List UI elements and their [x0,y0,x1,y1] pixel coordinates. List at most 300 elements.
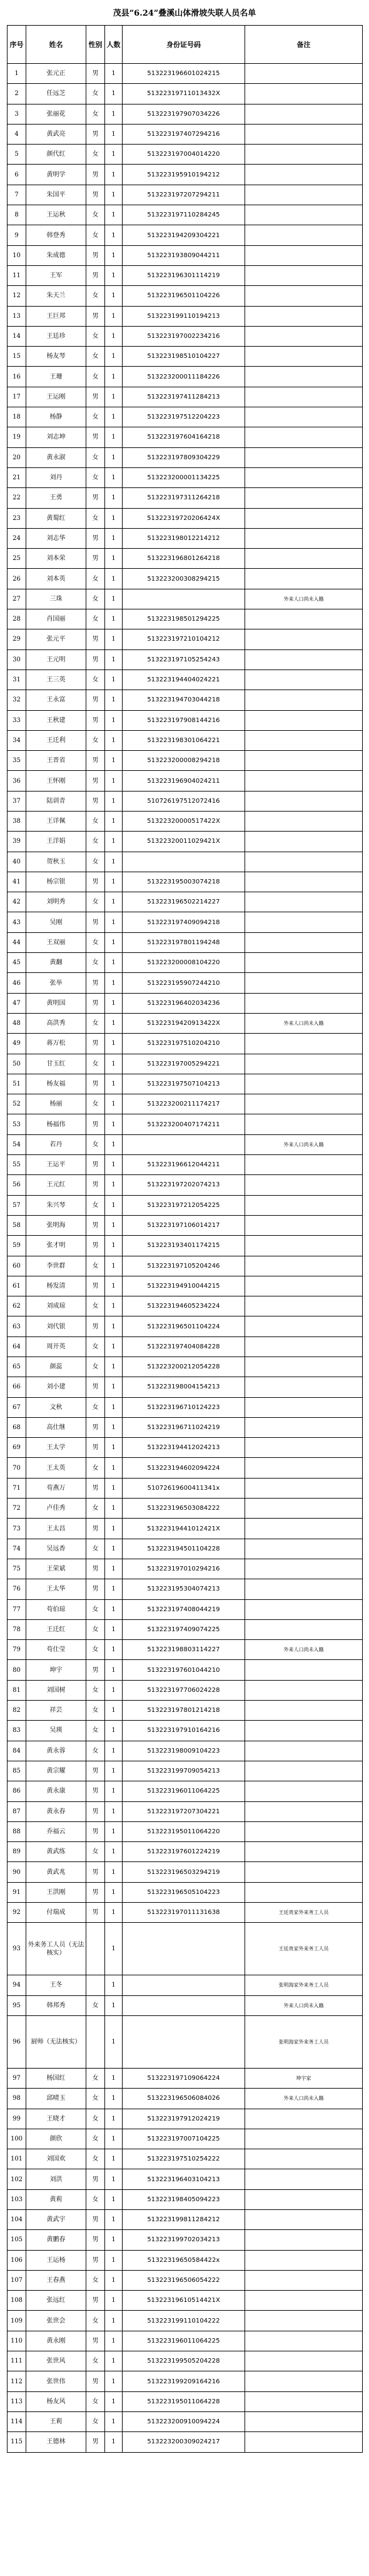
table-row [8,1761,363,1781]
row-id-number [123,1995,245,2015]
table-row [8,811,363,831]
row-seq: 38 [8,811,26,831]
row-id-number: 513223197407294216 [123,124,245,144]
row-note [245,245,363,265]
row-name: 王迁红 [26,1619,86,1639]
table-row [8,1276,363,1296]
row-sex: 男 [86,1882,105,1902]
row-id-number [123,1134,245,1154]
row-sex: 女 [86,1995,105,2015]
row-count: 1 [105,2351,123,2371]
row-note: 坤宇家 [245,2068,363,2088]
table-body [8,64,363,2453]
row-seq: 43 [8,912,26,932]
row-id-number: 513223196505104223 [123,1882,245,1902]
row-id-number: 513223196506054222 [123,2270,245,2290]
row-note: 王廷贵家外来务工人员 [245,1903,363,1923]
row-name: 吴刚 [26,912,86,932]
row-count: 1 [105,1438,123,1458]
row-name: 黄永春 [26,1801,86,1821]
table-row [8,84,363,104]
row-id-number: 513223197408044219 [123,1599,245,1619]
row-count: 1 [105,1975,123,1995]
row-sex: 男 [86,245,105,265]
table-row [8,1619,363,1639]
row-seq: 54 [8,1134,26,1154]
row-name: 三珠 [26,589,86,609]
row-sex: 女 [86,2189,105,2209]
row-count: 1 [105,286,123,306]
row-count: 1 [105,1377,123,1397]
row-note [245,2291,363,2311]
row-id-number: 513223197507104213 [123,1074,245,1094]
row-count: 1 [105,2109,123,2129]
row-name: 王运秋 [26,205,86,225]
table-row [8,1519,363,1539]
row-note [245,306,363,326]
row-count: 1 [105,771,123,791]
row-name: 若丹 [26,1134,86,1154]
row-count: 1 [105,872,123,892]
row-id-number: 513223199110194213 [123,306,245,326]
row-note [245,1195,363,1215]
row-count: 1 [105,1701,123,1721]
row-note [245,347,363,367]
row-sex: 女 [86,1701,105,1721]
row-id-number: 513223197004014220 [123,145,245,165]
table-row [8,710,363,730]
row-count: 1 [105,1680,123,1700]
row-seq: 84 [8,1741,26,1761]
row-count: 1 [105,2209,123,2229]
table-row [8,872,363,892]
row-id-number: 513223197411284213 [123,387,245,407]
table-row [8,1680,363,1700]
row-name: 刘国欢 [26,2149,86,2169]
row-id-number: 513223196011064225 [123,1781,245,1801]
row-id-number: 513223197512204223 [123,407,245,427]
row-count: 1 [105,1417,123,1437]
row-sex [86,1975,105,1995]
row-sex: 男 [86,165,105,185]
row-id-number: 513223197109064224 [123,2068,245,2088]
row-count: 1 [105,1741,123,1761]
row-count: 1 [105,1499,123,1519]
row-name: 王太英 [26,1458,86,1478]
row-id-number: 513223199209164216 [123,2371,245,2391]
table-row [8,1781,363,1801]
row-sex: 男 [86,1579,105,1599]
row-sex: 女 [86,2411,105,2431]
row-sex: 女 [86,326,105,346]
row-name: 王冬 [26,1975,86,1995]
table-row [8,1458,363,1478]
row-sex: 男 [86,549,105,569]
table-row [8,751,363,771]
row-count: 1 [105,1458,123,1478]
row-count: 1 [105,1579,123,1599]
row-id-number: 513223198009104223 [123,1741,245,1761]
row-seq: 29 [8,629,26,649]
row-id-number: 51322320000517422X [123,811,245,831]
row-note [245,1862,363,1882]
row-note [245,104,363,124]
row-note [245,2351,363,2371]
row-seq: 24 [8,528,26,548]
row-note: 外来人口尚未入籍 [245,1995,363,2015]
row-sex: 女 [86,852,105,872]
row-sex: 女 [86,2129,105,2149]
table-row [8,306,363,326]
table-row [8,2291,363,2311]
row-seq: 25 [8,549,26,569]
row-id-number: 513223199702034213 [123,2230,245,2250]
row-sex: 女 [86,367,105,387]
row-id-number: 513223196402034236 [123,993,245,1013]
row-count: 1 [105,1640,123,1660]
row-seq: 13 [8,306,26,326]
header-name: 姓名 [26,26,86,64]
row-name: 王珊 [26,367,86,387]
row-count: 1 [105,2250,123,2270]
row-seq: 59 [8,1236,26,1256]
row-note [245,872,363,892]
row-name: 王德林 [26,2432,86,2452]
row-id-number: 513223194501104228 [123,1539,245,1559]
row-id-number: 513223196301114219 [123,265,245,285]
row-note [245,488,363,508]
row-seq: 10 [8,245,26,265]
row-seq: 11 [8,265,26,285]
row-note [245,549,363,569]
row-id-number: 513223197105254243 [123,649,245,669]
row-count: 1 [105,730,123,750]
row-count: 1 [105,1903,123,1923]
row-id-number: 513223200001134225 [123,467,245,487]
row-seq: 88 [8,1821,26,1841]
table-row [8,549,363,569]
row-id-number [123,2015,245,2068]
row-note: 外来人口尚未入籍 [245,1640,363,1660]
table-row [8,1975,363,1995]
row-sex: 女 [86,84,105,104]
row-note [245,124,363,144]
row-note [245,1054,363,1074]
row-id-number: 513223197604164218 [123,427,245,447]
row-seq: 90 [8,1862,26,1882]
row-seq: 79 [8,1640,26,1660]
row-count: 1 [105,205,123,225]
row-sex: 女 [86,286,105,306]
row-count: 1 [105,508,123,528]
row-seq: 51 [8,1074,26,1094]
row-id-number: 51072619751207241⁦6 [123,791,245,811]
row-note [245,64,363,84]
row-id-number: 513223196710124223 [123,1397,245,1417]
table-row [8,2015,363,2068]
row-note [245,145,363,165]
row-name: 黄武宇 [26,2209,86,2229]
row-name: 苟燕万 [26,1478,86,1498]
row-sex: 女 [86,1599,105,1619]
row-note [245,912,363,932]
row-note [245,528,363,548]
row-seq: 21 [8,467,26,487]
row-sex: 男 [86,2209,105,2229]
row-name: 刘丹 [26,467,86,487]
row-name: 王元红 [26,1175,86,1195]
row-seq: 44 [8,932,26,952]
row-note [245,1801,363,1821]
row-name: 王三英 [26,669,86,690]
row-note [245,2230,363,2250]
row-sex: 女 [86,2068,105,2088]
row-seq: 56 [8,1175,26,1195]
row-sex: 男 [86,306,105,326]
row-count: 1 [105,2068,123,2088]
row-sex: 男 [86,1478,105,1498]
row-note [245,2432,363,2452]
table-row [8,1640,363,1660]
table-row [8,265,363,285]
row-id-number: 513223200011184226 [123,367,245,387]
row-sex: 女 [86,2109,105,2129]
row-name: 黄明学 [26,165,86,185]
row-name: 张丽花 [26,104,86,124]
row-note [245,225,363,245]
row-id-number: 513223197910164216 [123,1721,245,1741]
table-row [8,488,363,508]
row-note [245,1821,363,1841]
row-seq: 41 [8,872,26,892]
row-note [245,2270,363,2290]
row-name: 王晓才 [26,2109,86,2129]
row-count: 1 [105,609,123,629]
row-note [245,2250,363,2270]
row-seq: 17 [8,387,26,407]
table-row [8,1882,363,1902]
row-note [245,2109,363,2129]
table-row [8,2209,363,2229]
row-count: 1 [105,1336,123,1357]
row-sex: 男 [86,912,105,932]
row-id-number: 513223197011131638 [123,1903,245,1923]
row-id-number: 513223198301064221 [123,730,245,750]
row-id-number: 513223197110134⁦32X [123,84,245,104]
row-sex: 女 [86,205,105,225]
row-seq: 26 [8,569,26,589]
row-sex: 男 [86,1660,105,1680]
row-note [245,2331,363,2351]
row-note [245,326,363,346]
row-name: 蒋万松 [26,1034,86,1054]
row-id-number: 513223195910194212 [123,165,245,185]
row-name: 付瑞成 [26,1903,86,1923]
row-name: 王洋娟 [26,832,86,852]
row-name: 黄明国 [26,993,86,1013]
row-count: 1 [105,1316,123,1336]
table-row [8,1357,363,1377]
row-seq: 45 [8,953,26,973]
row-seq: 96 [8,2015,26,2068]
row-seq: 83 [8,1721,26,1741]
row-note [245,1296,363,1316]
row-count: 1 [105,1995,123,2015]
table-row [8,2331,363,2351]
table-row [8,1215,363,1235]
row-sex: 男 [86,751,105,771]
row-id-number: 513223198803114227 [123,1640,245,1660]
row-count: 1 [105,1599,123,1619]
row-sex: 男 [86,1215,105,1235]
table-row [8,852,363,872]
table-row [8,649,363,669]
table-row [8,771,363,791]
row-id-number: 513223197409074225 [123,1619,245,1639]
row-sex: 男 [86,1377,105,1397]
row-count: 1 [105,1619,123,1639]
row-id-number: 513223199110104222 [123,2311,245,2331]
row-count: 1 [105,751,123,771]
row-seq: 8 [8,205,26,225]
table-row [8,1397,363,1417]
row-sex: 男 [86,1175,105,1195]
row-note [245,1438,363,1458]
row-seq: 71 [8,1478,26,1498]
row-seq: 80 [8,1660,26,1680]
table-row [8,1499,363,1519]
row-count: 1 [105,1175,123,1195]
table-row [8,2432,363,2452]
row-count: 1 [105,690,123,710]
row-id-number: 513223197801214218 [123,1701,245,1721]
row-name: 黄莉 [26,2189,86,2209]
row-id-number: 51322320021117421⁦7 [123,1094,245,1114]
row-seq: 47 [8,993,26,1013]
row-note [245,609,363,629]
row-note [245,367,363,387]
row-id-number: 513223198510104227 [123,347,245,367]
table-row [8,1336,363,1357]
row-note [245,427,363,447]
row-sex: 女 [86,892,105,912]
row-name: 周开英 [26,1336,86,1357]
row-seq: 39 [8,832,26,852]
row-count: 1 [105,2089,123,2109]
row-id-number: 51322319720206424X [123,508,245,528]
row-name: 黄武练 [26,1842,86,1862]
row-count: 1 [105,1054,123,1074]
row-seq: 7 [8,185,26,205]
row-seq: 89 [8,1842,26,1862]
row-note [245,387,363,407]
row-count: 1 [105,2189,123,2209]
row-id-number: 513223197210104212 [123,629,245,649]
row-note [245,973,363,993]
row-id-number: 513223198501294225 [123,609,245,629]
row-count: 1 [105,185,123,205]
table-row [8,690,363,710]
row-note [245,1882,363,1902]
row-id-number: 51322319610514421X [123,2291,245,2311]
row-name: 颜蕊 [26,1357,86,1377]
row-name: 王荣斌 [26,1559,86,1579]
row-count: 1 [105,1013,123,1033]
row-note [245,1256,363,1276]
table-row [8,1579,363,1599]
table-row [8,2189,363,2209]
row-sex: 男 [86,1276,105,1296]
row-id-number: 513223197907034226 [123,104,245,124]
row-count: 1 [105,1660,123,1680]
row-seq: 64 [8,1336,26,1357]
row-name: 张世风 [26,2351,86,2371]
row-sex: 男 [86,1781,105,1801]
row-seq: 78 [8,1619,26,1639]
row-note [245,1316,363,1336]
row-seq: 70 [8,1458,26,1478]
row-note [245,953,363,973]
row-sex: 男 [86,1438,105,1458]
row-name: 张举 [26,973,86,993]
row-name: 吴远香 [26,1539,86,1559]
table-row [8,286,363,306]
row-sex: 男 [86,973,105,993]
row-sex: 男 [86,1519,105,1539]
row-id-number: 51322320011029421X [123,832,245,852]
table-row [8,1995,363,2015]
row-note [245,993,363,1013]
table-row [8,1054,363,1074]
row-note [245,1842,363,1862]
row-note [245,1114,363,1134]
row-sex: 女 [86,1296,105,1316]
table-row [8,730,363,750]
row-name: 王秋建 [26,710,86,730]
row-seq: 105 [8,2230,26,2250]
row-sex: 女 [86,447,105,467]
row-seq: 103 [8,2189,26,2209]
table-row [8,2109,363,2129]
row-sex: 男 [86,1761,105,1781]
row-seq: 67 [8,1397,26,1417]
row-count: 1 [105,1094,123,1114]
row-name: 杨国红 [26,2068,86,2088]
row-seq: 114 [8,2411,26,2431]
row-seq: 101 [8,2149,26,2169]
row-id-number: 513223200309024217 [123,2432,245,2452]
row-seq: 99 [8,2109,26,2129]
row-count: 1 [105,347,123,367]
row-id-number: 513223196503084222 [123,1499,245,1519]
row-sex: 男 [86,690,105,710]
row-sex: 女 [86,145,105,165]
row-seq: 109 [8,2311,26,2331]
missing-persons-table [7,25,363,2453]
row-count: 1 [105,1519,123,1539]
row-count: 1 [105,1397,123,1417]
row-sex: 男 [86,872,105,892]
row-note [245,710,363,730]
row-seq: 2 [8,84,26,104]
row-note [245,1034,363,1054]
row-name: 颜欣 [26,2129,86,2149]
row-name: 外来务工人员（无法核实） [26,1923,86,1975]
table-row [8,932,363,952]
row-note [245,185,363,205]
row-seq: 75 [8,1559,26,1579]
table-row [8,1094,363,1114]
